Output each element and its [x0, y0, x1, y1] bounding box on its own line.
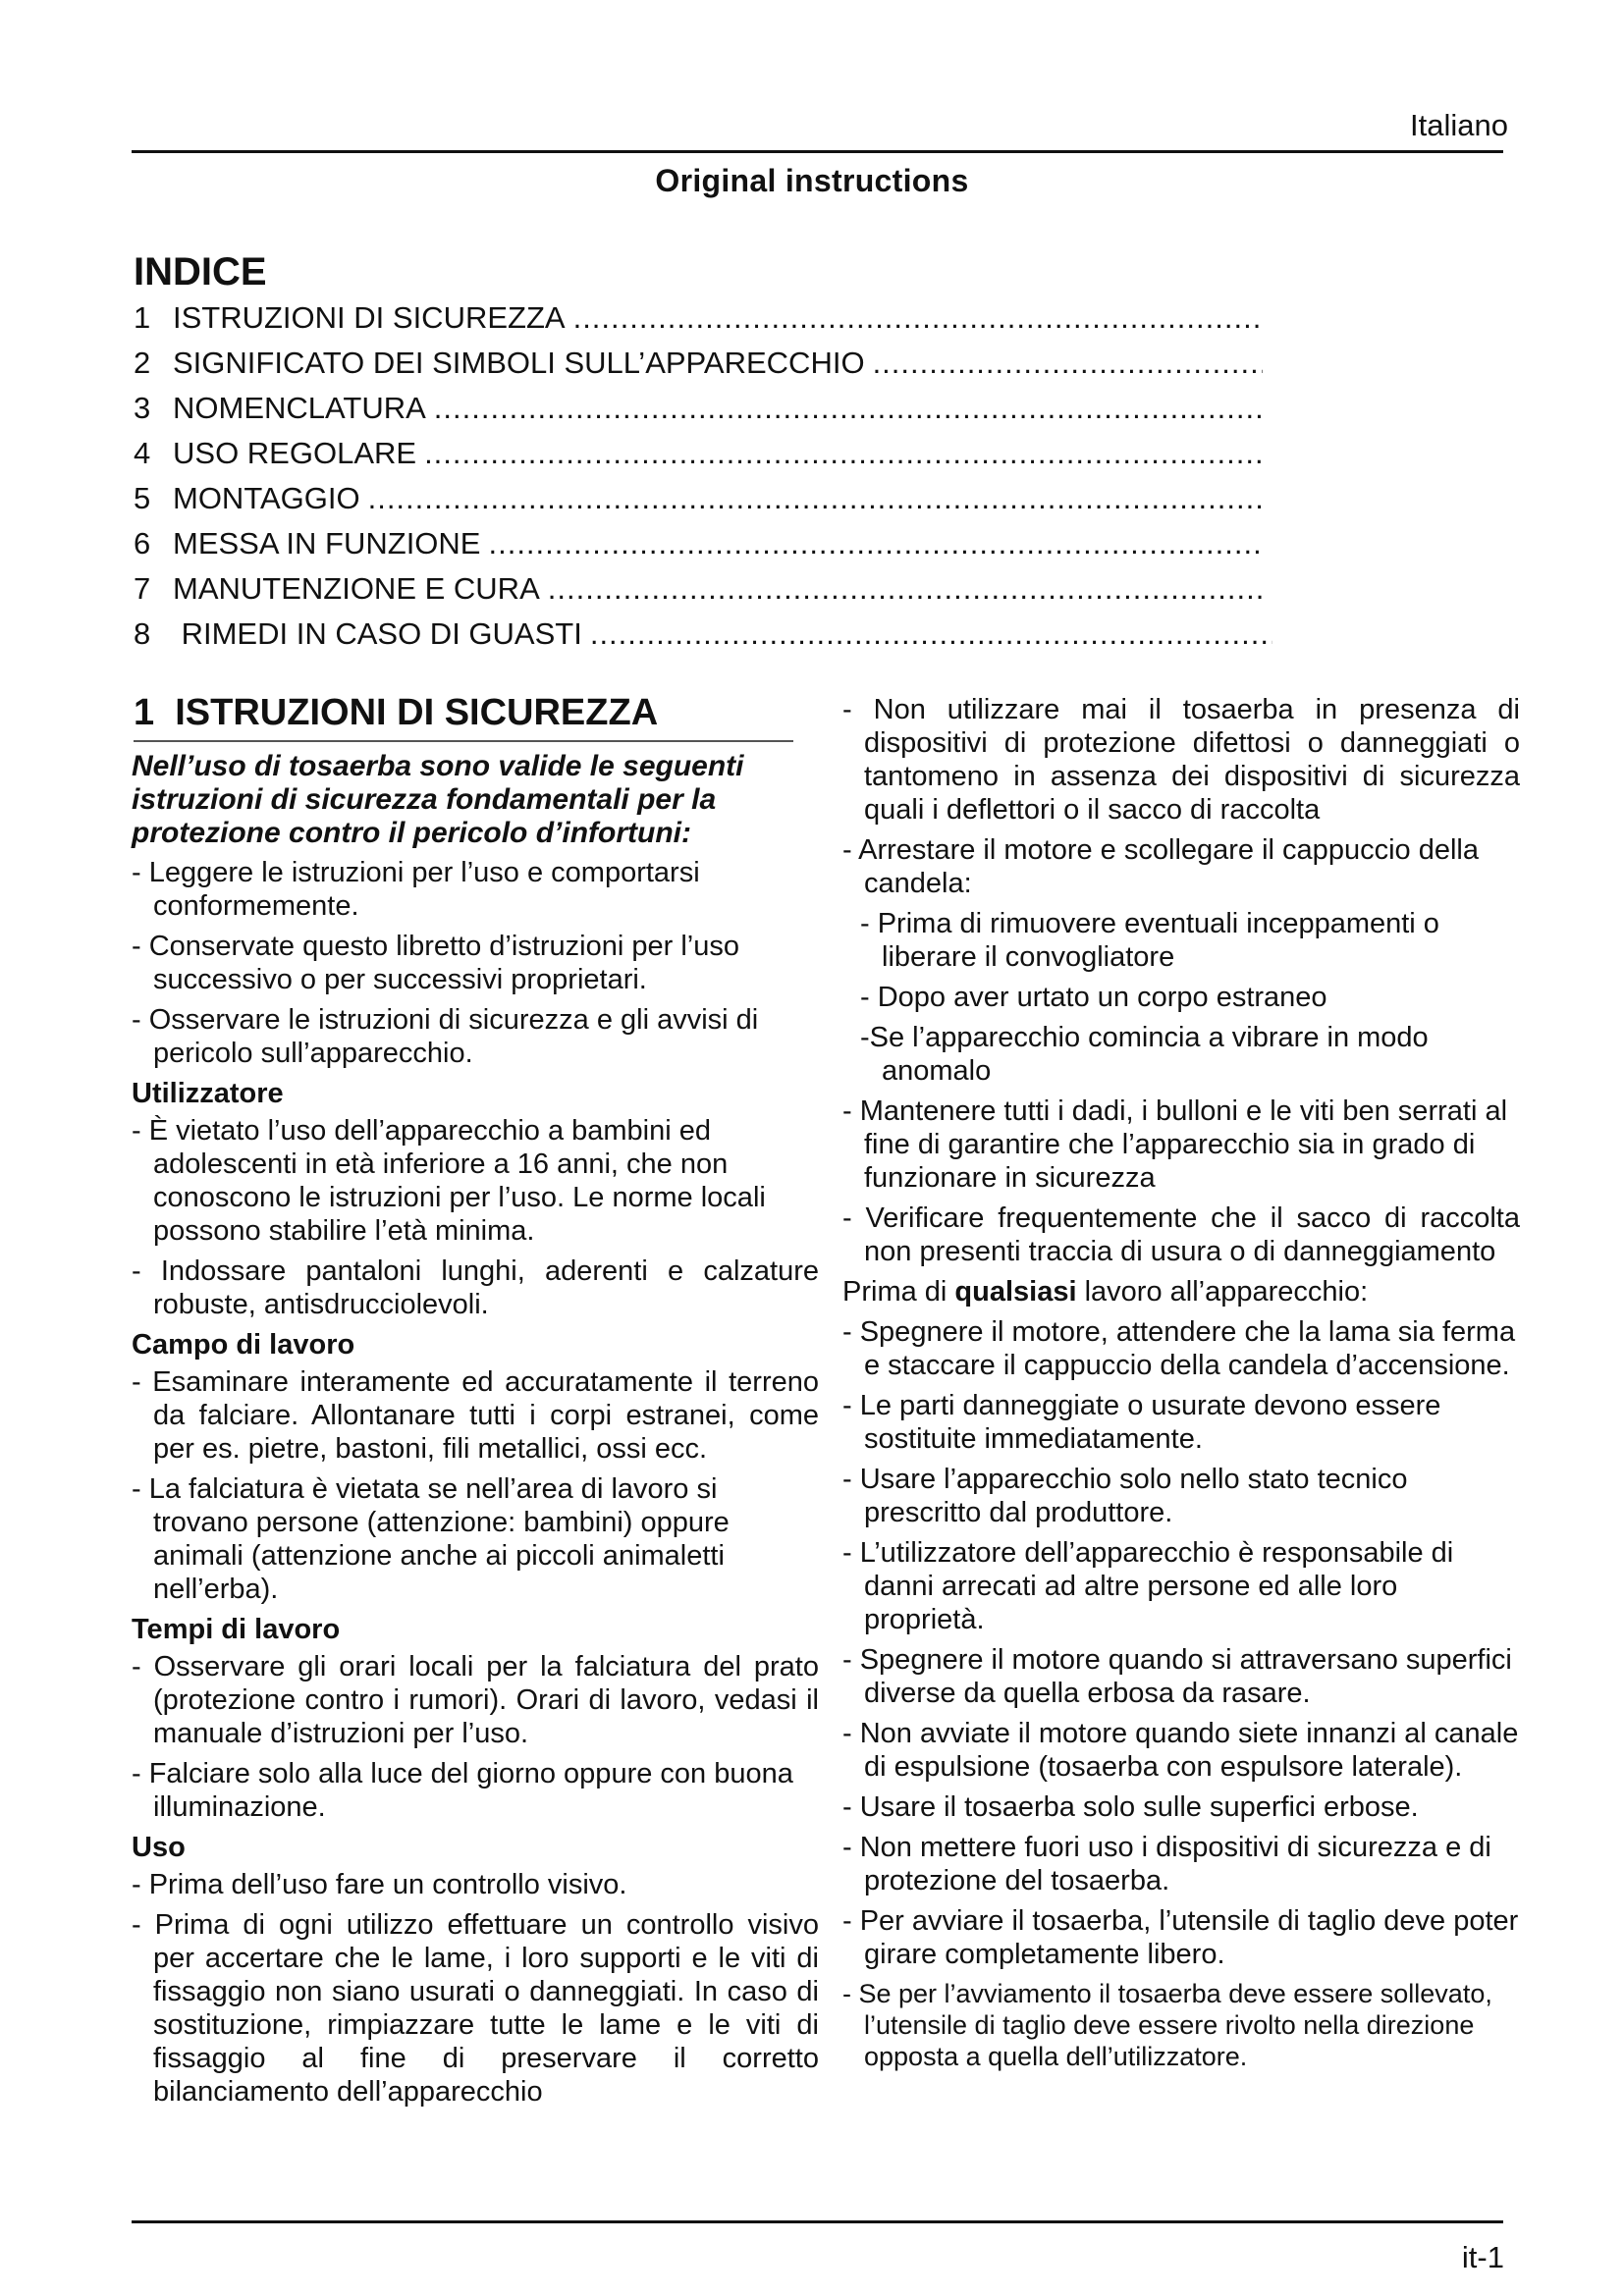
prima-di-text: Prima di	[842, 1276, 955, 1308]
toc-item-label: ISTRUZIONI DI SICUREZZA	[173, 300, 566, 335]
subheading-uso: Uso	[132, 1832, 186, 1863]
left-column	[132, 750, 819, 2115]
subheading-tempi-di-lavoro: Tempi di lavoro	[132, 1614, 341, 1645]
safety-intro: Nell’uso di tosaerba sono valide le seguenti istruzioni di sicurezza fondamentali per la protezione contro il pericolo d’infortuni:	[132, 750, 744, 849]
toc-item-number: 4	[134, 436, 151, 470]
sub-list-item: - Dopo aver urtato un corpo estraneo	[860, 982, 1327, 1013]
toc-leader	[548, 571, 1263, 607]
list-item: - Falciare solo alla luce del giorno oppure con buona illuminazione.	[132, 1758, 793, 1823]
toc-item-number: 1	[134, 300, 151, 335]
list-item: - Esaminare interamente ed accuratamente il terreno da falciare. Allontanare tutti i corpi estranei, come per es. pietre, bastoni, fili metallici, ossi ecc.	[132, 1366, 819, 1465]
language-label: Italiano	[1410, 108, 1508, 142]
toc-leader	[434, 391, 1263, 426]
subheading-campo-di-lavoro: Campo di lavoro	[132, 1329, 355, 1361]
toc-item-label: MONTAGGIO	[173, 481, 360, 515]
toc-item	[134, 300, 1263, 346]
section-heading: 1 ISTRUZIONI DI SICUREZZA	[134, 692, 659, 733]
list-item: - È vietato l’uso dell’apparecchio a bambini ed adolescenti in età inferiore a 16 anni, che non conoscono le istruzioni per l’uso. Le norme locali possono stabilire l’età minima.	[132, 1115, 766, 1247]
sub-list-item: - Prima di rimuovere eventuali inceppamenti o liberare il convogliatore	[860, 908, 1439, 973]
list-item: - Osservare gli orari locali per la falciatura del prato (protezione contro i rumori). Orari di lavoro, vedasi il manuale d’istruzioni per l’uso.	[132, 1651, 819, 1749]
toc-item	[134, 436, 1263, 481]
section-heading-rule	[134, 740, 793, 742]
list-item: - Verificare frequentemente che il sacco di raccolta non presenti traccia di usura o di danneggiamento	[842, 1202, 1520, 1267]
toc-item	[134, 346, 1263, 391]
toc-item-number: 6	[134, 526, 151, 561]
list-item: - Le parti danneggiate o usurate devono essere sostituite immediatamente.	[842, 1390, 1441, 1455]
list-item: - Indossare pantaloni lunghi, aderenti e calzature robuste, antisdrucciolevoli.	[132, 1255, 819, 1320]
list-item: - La falciatura è vietata se nell’area di lavoro si trovano persone (attenzione: bambini) oppure animali (attenzione anche ai piccoli animaletti nell’erba).	[132, 1473, 730, 1605]
toc-item-number: 5	[134, 481, 151, 515]
toc-item-label: RIMEDI IN CASO DI GUASTI	[173, 616, 582, 651]
toc-leader	[873, 346, 1263, 381]
toc-item	[134, 481, 1263, 526]
toc-item-label: NOMENCLATURA	[173, 391, 426, 425]
list-item: - Non utilizzare mai il tosaerba in presenza di dispositivi di protezione difettosi o danneggiati o tantomeno in assenza dei dispositivi di sicurezza quali i deflettori o il sacco di raccolta	[842, 694, 1520, 826]
list-item: - Non mettere fuori uso i dispositivi di sicurezza e di protezione del tosaerba.	[842, 1832, 1491, 1896]
list-item: - Prima di ogni utilizzo effettuare un controllo visivo per accertare che le lame, i loro supporti e le viti di fissaggio non siano usurati o danneggiati. In caso di sostituzione, rimpiazzare tutte le lame e le viti di fissaggio al fine di preservare il corretto bilanciamento dell’apparecchio	[132, 1909, 819, 2108]
list-item: - Usare il tosaerba solo sulle superfici erbose.	[842, 1791, 1419, 1823]
toc-leader	[424, 436, 1263, 471]
toc-leader	[488, 526, 1263, 561]
page-number: it-1	[1461, 2240, 1504, 2274]
list-item: - Arrestare il motore e scollegare il cappuccio della candela:	[842, 834, 1479, 899]
list-item: - Per avviare il tosaerba, l’utensile di taglio deve poter girare completamente libero.	[842, 1905, 1519, 1970]
qualsiasi-emphasis: qualsiasi	[954, 1276, 1077, 1308]
list-item: - Se per l’avviamento il tosaerba deve essere sollevato, l’utensile di taglio deve essere rivolto nella direzione opposta a quella dell’utilizzatore.	[842, 1979, 1492, 2071]
toc-item-number: 2	[134, 346, 151, 380]
prima-di-rest: lavoro all’apparecchio:	[1076, 1276, 1369, 1308]
toc-item-number: 3	[134, 391, 151, 425]
sub-list-item: -Se l’apparecchio comincia a vibrare in modo anomalo	[860, 1022, 1429, 1087]
toc-title: INDICE	[134, 250, 267, 294]
list-item: - Usare l’apparecchio solo nello stato tecnico prescritto dal produttore.	[842, 1464, 1408, 1528]
list-item: - Non avviate il motore quando siete innanzi al canale di espulsione (tosaerba con espulsore laterale).	[842, 1718, 1519, 1783]
toc-item-label: USO REGOLARE	[173, 436, 417, 470]
prima-di-line	[842, 1275, 1520, 1308]
list-item: - Spegnere il motore, attendere che la lama sia ferma e staccare il cappuccio della candela d’accensione.	[842, 1316, 1516, 1381]
toc-item	[134, 571, 1263, 616]
list-item: - Prima dell’uso fare un controllo visivo.	[132, 1869, 627, 1900]
toc-item	[134, 526, 1263, 571]
toc-item	[134, 616, 1272, 662]
header-rule	[132, 150, 1503, 153]
footer-rule	[132, 2220, 1503, 2223]
toc-item-label: MANUTENZIONE E CURA	[173, 571, 540, 606]
toc-item-label: SIGNIFICATO DEI SIMBOLI SULL’APPARECCHIO	[173, 346, 865, 380]
toc-item-number: 8	[134, 616, 151, 651]
toc-item	[134, 391, 1263, 436]
list-item: - Conservate questo libretto d’istruzioni per l’uso successivo o per successivi proprietari.	[132, 931, 739, 995]
list-item: - Spegnere il motore quando si attraversano superfici diverse da quella erbosa da rasare.	[842, 1644, 1512, 1709]
list-item: - Leggere le istruzioni per l’uso e comportarsi conformemente.	[132, 857, 700, 922]
toc-item-label: MESSA IN FUNZIONE	[173, 526, 481, 561]
list-item: - Osservare le istruzioni di sicurezza e gli avvisi di pericolo sull’apparecchio.	[132, 1004, 759, 1069]
toc-leader	[590, 616, 1272, 652]
subheading-utilizzatore: Utilizzatore	[132, 1078, 284, 1109]
toc-leader	[573, 300, 1263, 336]
list-item: - Mantenere tutti i dadi, i bulloni e le viti ben serrati al fine di garantire che l’apparecchio sia in grado di funzionare in sicurezza	[842, 1095, 1508, 1194]
document-subtitle: Original instructions	[655, 163, 969, 198]
list-item: - L’utilizzatore dell’apparecchio è responsabile di danni arrecati ad altre persone ed alle loro proprietà.	[842, 1537, 1454, 1635]
toc-item-number: 7	[134, 571, 151, 606]
right-column	[842, 693, 1520, 2079]
toc-leader	[368, 481, 1263, 516]
